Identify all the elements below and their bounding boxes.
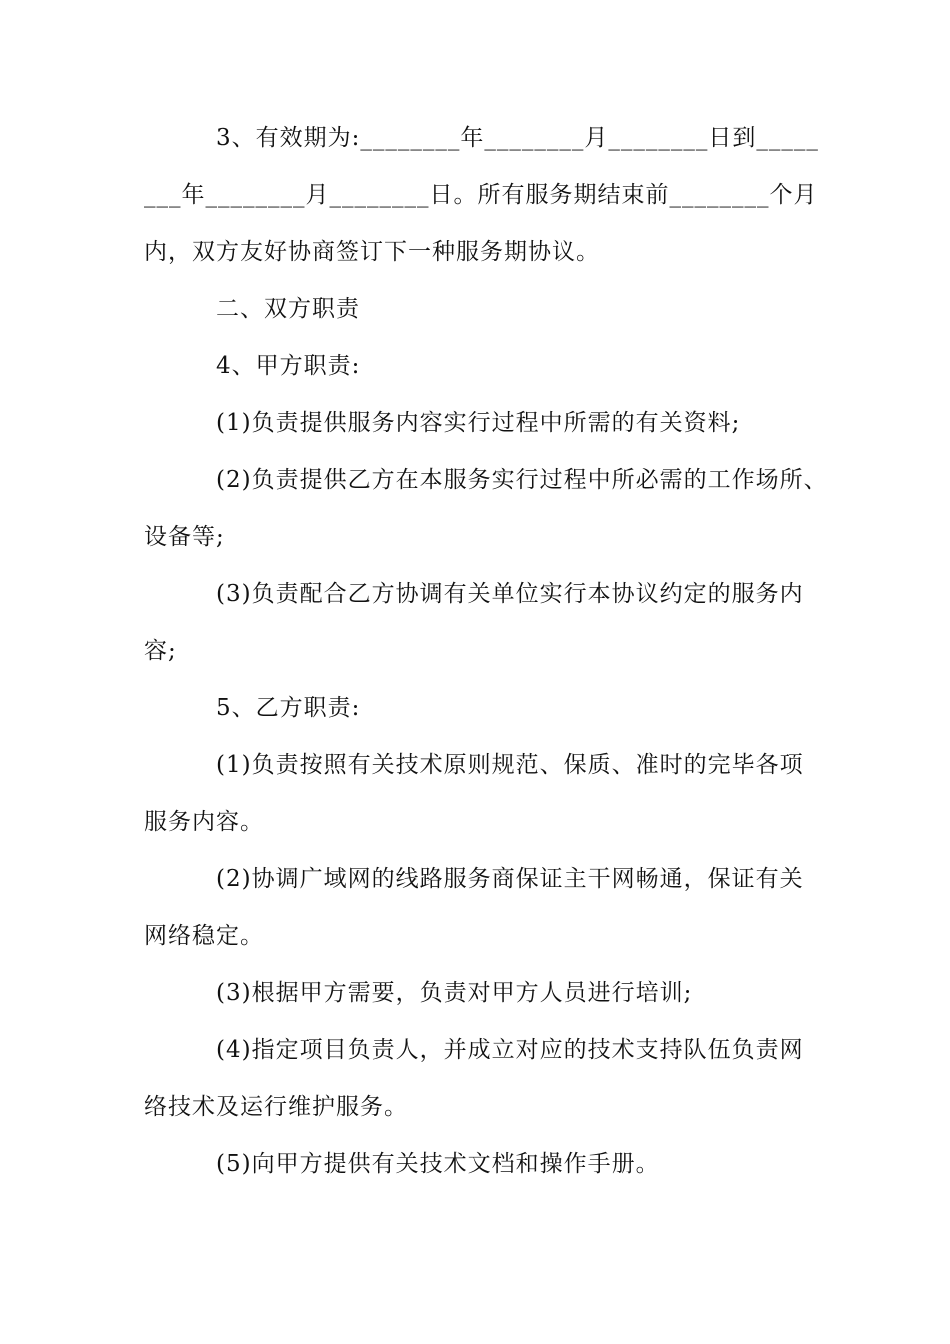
party-a-item-1: (1)负责提供服务内容实行过程中所需的有关资料; xyxy=(216,410,741,436)
party-a-item-2: (2)负责提供乙方在本服务实行过程中所必需的工作场所、 xyxy=(216,467,828,493)
party-b-item-1-cont: 服务内容。 xyxy=(144,809,264,835)
clause-heading-party-b: 5、乙方职责: xyxy=(216,695,361,721)
text-line-renewal: 内，双方友好协商签订下一种服务期协议。 xyxy=(144,239,600,265)
text-line-validity-period-cont: ___年________月________日。所有服务期结束前________个月 xyxy=(144,182,818,208)
party-b-item-4: (4)指定项目负责人，并成立对应的技术支持队伍负责网 xyxy=(216,1037,804,1063)
party-b-item-4-cont: 络技术及运行维护服务。 xyxy=(144,1094,408,1120)
clause-heading-party-a: 4、甲方职责: xyxy=(216,353,361,379)
party-b-item-1: (1)负责按照有关技术原则规范、保质、准时的完毕各项 xyxy=(216,752,804,778)
party-b-item-3: (3)根据甲方需要，负责对甲方人员进行培训; xyxy=(216,980,693,1006)
section-heading-duties: 二、双方职责 xyxy=(216,296,360,322)
party-b-item-5: (5)向甲方提供有关技术文档和操作手册。 xyxy=(216,1151,660,1177)
party-b-item-2: (2)协调广域网的线路服务商保证主干网畅通，保证有关 xyxy=(216,866,804,892)
party-a-item-3: (3)负责配合乙方协调有关单位实行本协议约定的服务内 xyxy=(216,581,804,607)
party-b-item-2-cont: 网络稳定。 xyxy=(144,923,264,949)
text-line-validity-period: 3、有效期为:________年________月________日到_____ xyxy=(216,125,819,151)
party-a-item-2-cont: 设备等; xyxy=(144,524,225,550)
party-a-item-3-cont: 容; xyxy=(144,638,177,664)
